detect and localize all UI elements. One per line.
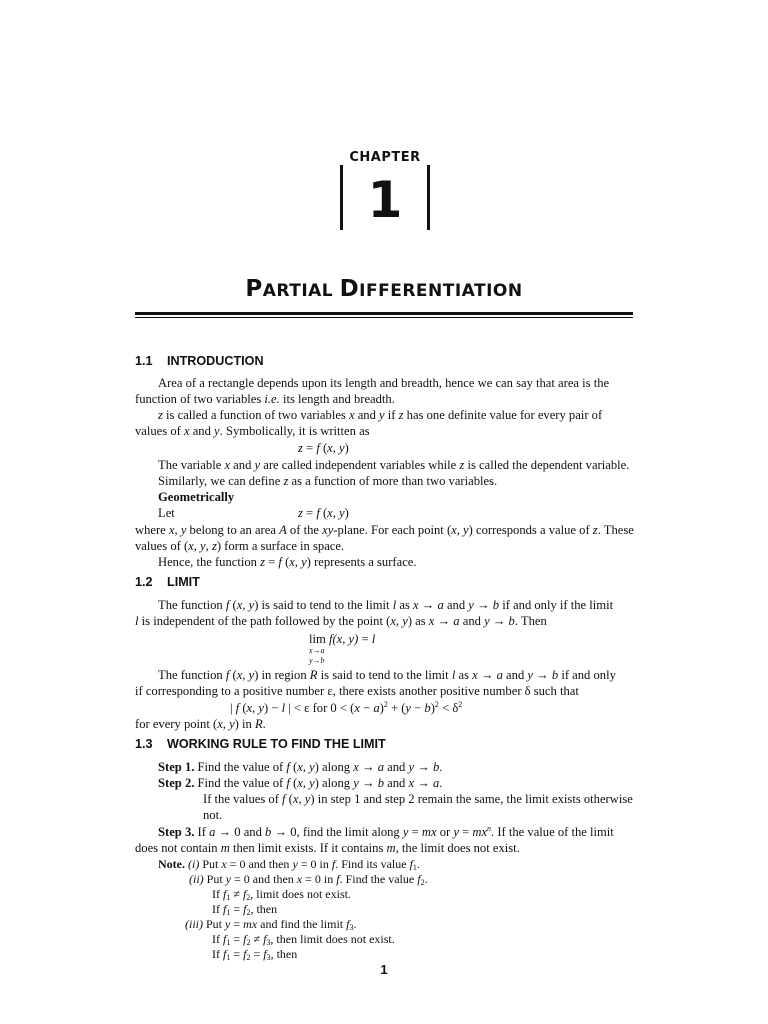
- paragraph-line: does not contain m then limit exists. If it contains m, the limit does not exist.: [135, 841, 520, 855]
- note-item-iii: (iii) Put y = mx and find the limit $f_3$.: [185, 917, 357, 932]
- subheading-geometrically: Geometrically: [158, 490, 235, 504]
- step-2: Step 2. Find the value of f (x, y) along y → b and x → a.: [158, 776, 443, 790]
- equation: z = f (x, y): [298, 441, 349, 455]
- title-rule-thin: [135, 317, 633, 318]
- paragraph-line: The function f (x, y) is said to tend to the limit l as x → a and y → b if and only if the limit: [158, 598, 614, 612]
- section-heading-1-3: 1.3 WORKING RULE TO FIND THE LIMIT: [135, 737, 386, 751]
- page-number: 1: [380, 962, 388, 977]
- title-rule-thick: [135, 312, 633, 315]
- paragraph-line: where x, y belong to an area A of the xy-plane. For each point (x, y) corresponds a value of z. These: [135, 523, 634, 537]
- paragraph-line: for every point (x, y) in R.: [135, 717, 266, 731]
- equation: z = f (x, y): [298, 506, 349, 520]
- limit-expression: lim f(x, y) = l: [309, 632, 376, 646]
- paragraph-line: The function f (x, y) in region R is said to tend to the limit l as x → a and y → b if and only: [158, 668, 616, 682]
- step-1: Step 1. Find the value of f (x, y) along x → a and y → b.: [158, 760, 443, 774]
- limit-subscript-x: x→a: [309, 646, 325, 655]
- paragraph-line: z is called a function of two variables x and y if z has one definite value for every pair of: [158, 408, 603, 422]
- chapter-box: [340, 146, 430, 230]
- paragraph-line: Similarly, we can define z as a function of more than two variables.: [158, 474, 498, 488]
- chapter-label: CHAPTER: [340, 150, 430, 165]
- note-line: If $f_1 \ne f_2$, limit does not exist.: [212, 887, 351, 902]
- section-heading-1-1: 1.1 INTRODUCTION: [135, 354, 264, 368]
- section-heading-1-2: 1.2 LIMIT: [135, 575, 200, 589]
- note-item-i: Note. (i) Put x = 0 and then y = 0 in f. Find its value $f_1$.: [158, 857, 420, 872]
- paragraph-line: values of (x, y, z) form a surface in space.: [135, 539, 345, 553]
- step-3: Step 3. If a → 0 and b → 0, find the limit along y = mx or $y = mx^n$. If the value of the limit: [158, 824, 614, 839]
- note-line: If $f_1 = f_2 \ne f_3$, then limit does not exist.: [212, 932, 395, 947]
- note-item-ii: (ii) Put y = 0 and then x = 0 in f. Find the value $f_2$.: [189, 872, 428, 887]
- paragraph-line: The variable x and y are called independent variables while z is called the dependent variable.: [158, 458, 630, 472]
- chapter-title: PARTIAL DIFFERENTIATION: [245, 276, 523, 302]
- paragraph-line: Area of a rectangle depends upon its length and breadth, hence we can say that area is the: [158, 376, 610, 390]
- note-line: If $f_1 = f_2$, then: [212, 902, 278, 917]
- paragraph-line: if corresponding to a positive number ε, there exists another positive number δ such that: [135, 684, 579, 698]
- paragraph-line: values of x and y. Symbolically, it is written as: [135, 424, 370, 438]
- inequality-equation: | f (x, y) − l | < ε for $0 < (x - a)^2 + (y - b)^2 < \delta^2$: [230, 700, 463, 715]
- note-line: If $f_1 = f_2 = f_3$, then: [212, 947, 298, 962]
- paragraph-line: l is independent of the path followed by the point (x, y) as x → a and y → b. Then: [135, 614, 547, 628]
- chapter-number: 1: [367, 171, 403, 229]
- paragraph-line: If the values of f (x, y) in step 1 and step 2 remain the same, the limit exists otherwise: [203, 792, 633, 806]
- paragraph-line: function of two variables i.e. its length and breadth.: [135, 392, 395, 406]
- paragraph-line: not.: [203, 808, 223, 822]
- paragraph-line: Hence, the function z = f (x, y) represents a surface.: [158, 555, 417, 569]
- limit-subscript-y: y→b: [309, 656, 325, 665]
- paragraph-line: Let: [158, 506, 175, 520]
